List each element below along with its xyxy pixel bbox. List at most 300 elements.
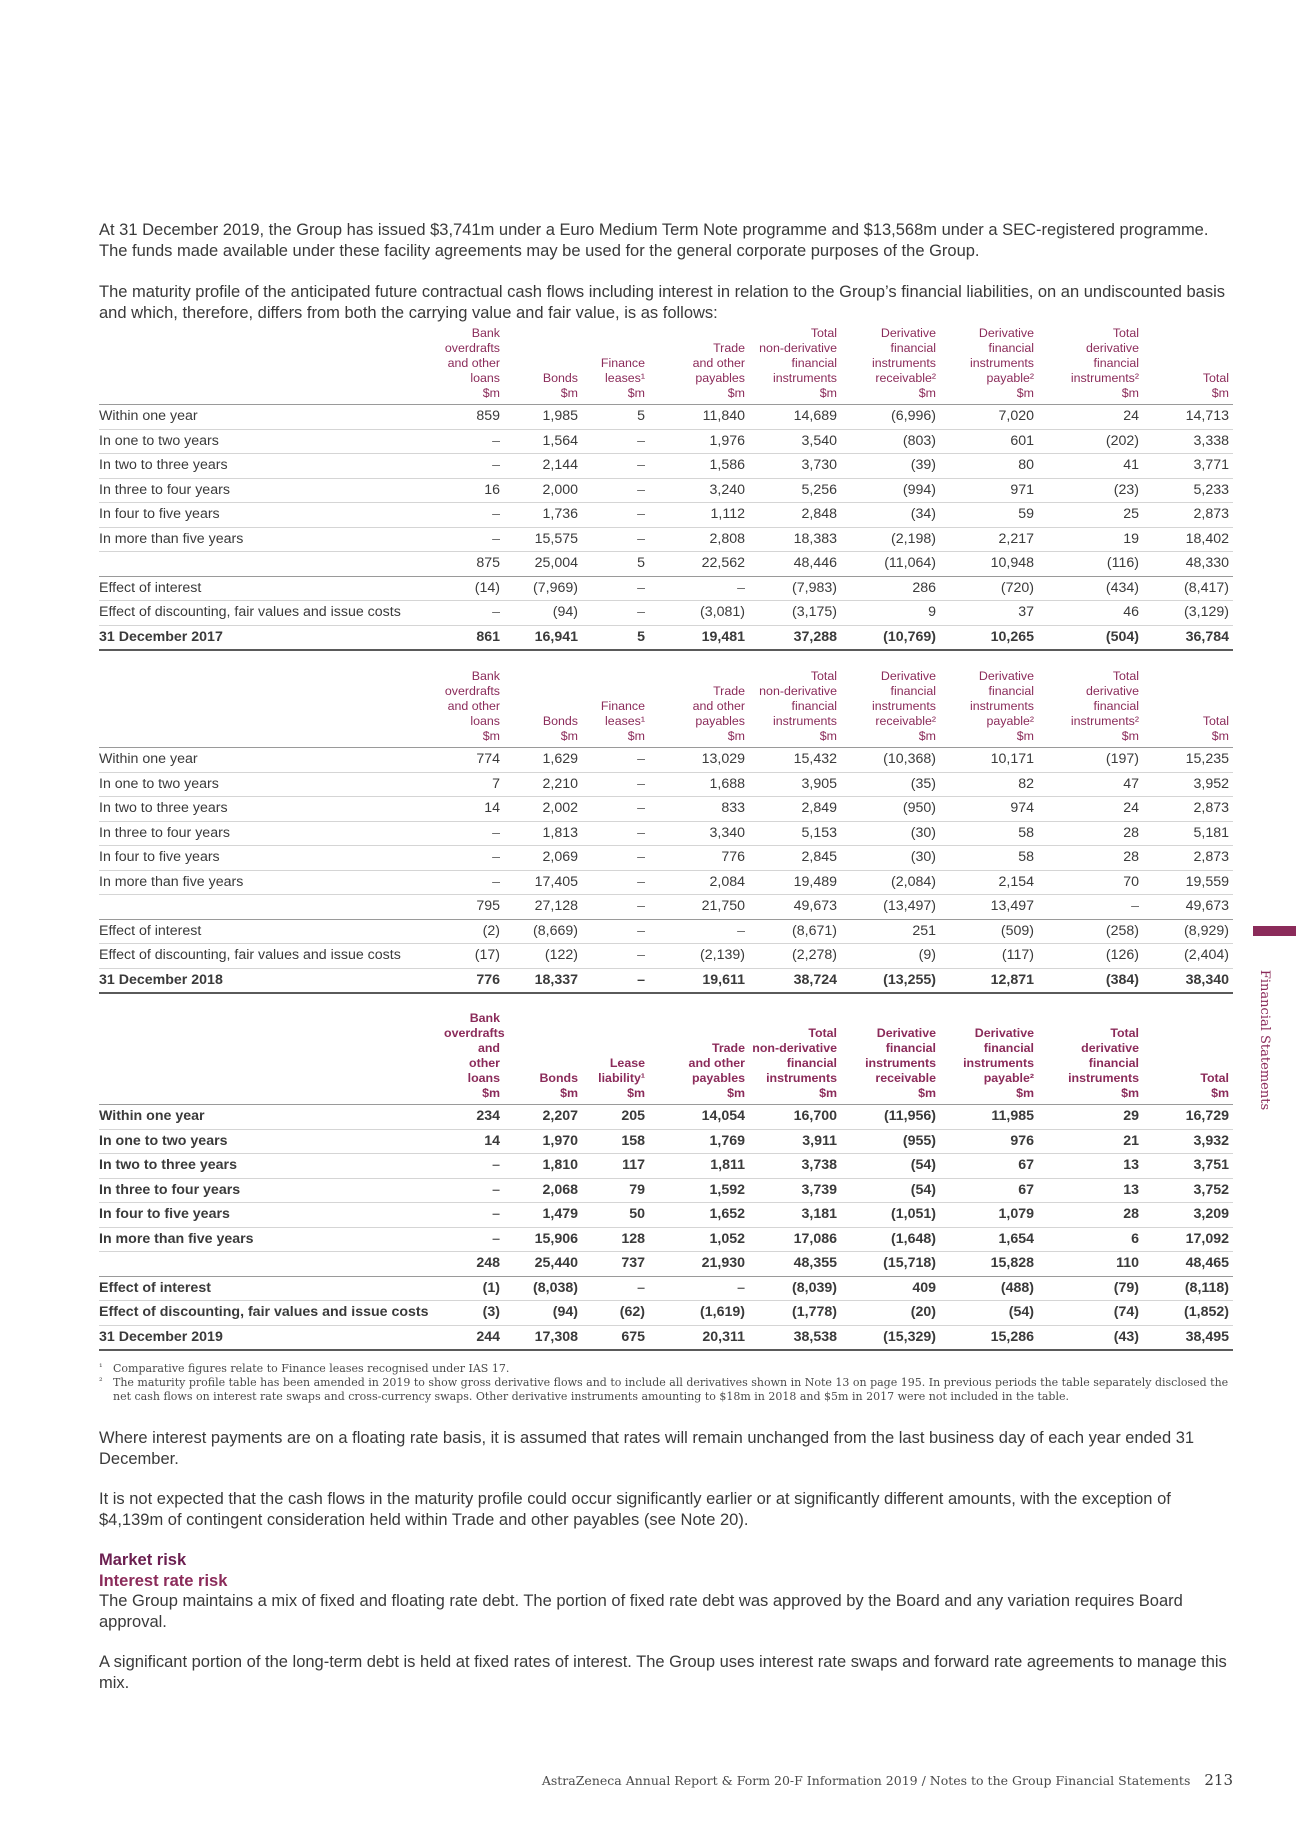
column-header: Total derivative financial instruments² $m xyxy=(1038,669,1143,748)
table-cell: (122) xyxy=(504,944,582,969)
table-cell: 974 xyxy=(940,797,1038,822)
table-cell: 46 xyxy=(1038,601,1143,626)
row-label: In four to five years xyxy=(99,503,444,528)
row-label: In four to five years xyxy=(99,1203,444,1228)
table-cell: (8,039) xyxy=(749,1276,841,1301)
table-cell: 158 xyxy=(582,1129,649,1154)
table-cell: 25 xyxy=(1038,503,1143,528)
table-cell: 10,171 xyxy=(940,748,1038,773)
table-cell: 1,592 xyxy=(649,1178,749,1203)
table-cell: 128 xyxy=(582,1227,649,1252)
table-cell: (434) xyxy=(1038,576,1143,601)
table-cell: (6,996) xyxy=(841,405,940,430)
table-cell: (10,769) xyxy=(841,625,940,650)
table-cell: (3) xyxy=(444,1301,504,1326)
row-label: Effect of discounting, fair values and issue costs xyxy=(99,1301,444,1326)
table-cell: – xyxy=(444,527,504,552)
table-row xyxy=(99,527,1233,552)
column-header: Derivative financial instruments receivable² $m xyxy=(841,326,940,405)
table-cell: 41 xyxy=(1038,454,1143,479)
table-cell: (3,081) xyxy=(649,601,749,626)
table-cell: (34) xyxy=(841,503,940,528)
table-cell: – xyxy=(444,601,504,626)
row-label: Effect of interest xyxy=(99,576,444,601)
table-row xyxy=(99,1105,1233,1130)
table-cell: 2,144 xyxy=(504,454,582,479)
table-cell: (8,118) xyxy=(1143,1276,1233,1301)
table-cell: 21,930 xyxy=(649,1252,749,1277)
table-cell: (2) xyxy=(444,919,504,944)
table-cell: – xyxy=(444,1203,504,1228)
table-cell: (2,278) xyxy=(749,944,841,969)
table-cell: 38,495 xyxy=(1143,1325,1233,1350)
adjustment-row xyxy=(99,601,1233,626)
table-cell: – xyxy=(444,870,504,895)
table-cell: 1,052 xyxy=(649,1227,749,1252)
column-header: Total $m xyxy=(1143,1011,1233,1105)
table-cell: 19,489 xyxy=(749,870,841,895)
row-label: 31 December 2019 xyxy=(99,1325,444,1350)
table-cell: – xyxy=(582,503,649,528)
table-cell: 15,432 xyxy=(749,748,841,773)
table-cell: – xyxy=(1038,895,1143,920)
table-cell: (117) xyxy=(940,944,1038,969)
table-cell: 1,586 xyxy=(649,454,749,479)
table-row xyxy=(99,1203,1233,1228)
table-cell: 3,752 xyxy=(1143,1178,1233,1203)
table-cell: 49,673 xyxy=(749,895,841,920)
table-cell: 24 xyxy=(1038,405,1143,430)
table-cell: 5,256 xyxy=(749,478,841,503)
table-cell: 3,751 xyxy=(1143,1154,1233,1179)
table-cell: 38,340 xyxy=(1143,968,1233,993)
table-cell: (8,417) xyxy=(1143,576,1233,601)
column-header: Total derivative financial instruments² $m xyxy=(1038,326,1143,405)
table-cell: (1,852) xyxy=(1143,1301,1233,1326)
table-cell: 18,337 xyxy=(504,968,582,993)
table-cell: – xyxy=(582,478,649,503)
maturity-table-2017 xyxy=(99,326,1233,651)
table-cell: – xyxy=(444,429,504,454)
table-cell: (504) xyxy=(1038,625,1143,650)
column-header: Bank overdrafts and other loans $m xyxy=(444,669,504,748)
table-cell: 7 xyxy=(444,772,504,797)
table-cell: 1,654 xyxy=(940,1227,1038,1252)
subtotal-row xyxy=(99,1252,1233,1277)
table-cell: 3,771 xyxy=(1143,454,1233,479)
table-cell: 6 xyxy=(1038,1227,1143,1252)
table-cell: 3,540 xyxy=(749,429,841,454)
table-cell: – xyxy=(582,772,649,797)
table-cell: – xyxy=(582,895,649,920)
row-label: In one to two years xyxy=(99,1129,444,1154)
table-row xyxy=(99,1178,1233,1203)
table-cell: 7,020 xyxy=(940,405,1038,430)
table-cell: (994) xyxy=(841,478,940,503)
table-cell: 776 xyxy=(444,968,504,993)
table-cell: 9 xyxy=(841,601,940,626)
table-cell: – xyxy=(582,846,649,871)
column-header xyxy=(99,669,444,748)
final-total-row xyxy=(99,625,1233,650)
row-label xyxy=(99,895,444,920)
table-cell: 25,004 xyxy=(504,552,582,577)
table-cell: (35) xyxy=(841,772,940,797)
table-cell: 37,288 xyxy=(749,625,841,650)
table-cell: – xyxy=(444,821,504,846)
table-cell: 48,446 xyxy=(749,552,841,577)
table-cell: 2,069 xyxy=(504,846,582,871)
row-label: In more than five years xyxy=(99,1227,444,1252)
column-header: Bonds $m xyxy=(504,1011,582,1105)
table-cell: (39) xyxy=(841,454,940,479)
table-cell: (11,064) xyxy=(841,552,940,577)
table-row xyxy=(99,478,1233,503)
table-cell: 1,811 xyxy=(649,1154,749,1179)
table-cell: 14,689 xyxy=(749,405,841,430)
table-cell: 3,905 xyxy=(749,772,841,797)
table-cell: 36,784 xyxy=(1143,625,1233,650)
row-label: In two to three years xyxy=(99,797,444,822)
footnotes xyxy=(99,1362,1233,1404)
table-cell: (43) xyxy=(1038,1325,1143,1350)
column-header: Bank overdrafts and other loans $m xyxy=(444,1011,504,1105)
table-cell: (8,038) xyxy=(504,1276,582,1301)
table-cell: 58 xyxy=(940,846,1038,871)
row-label xyxy=(99,1252,444,1277)
section-side-label: Financial Statements xyxy=(1257,969,1272,1111)
table-cell: 2,848 xyxy=(749,503,841,528)
table-cell: 1,736 xyxy=(504,503,582,528)
table-cell: (15,718) xyxy=(841,1252,940,1277)
table-cell: 15,286 xyxy=(940,1325,1038,1350)
row-label: In two to three years xyxy=(99,1154,444,1179)
table-cell: 2,068 xyxy=(504,1178,582,1203)
table-cell: 774 xyxy=(444,748,504,773)
table-cell: (7,969) xyxy=(504,576,582,601)
adjustment-row xyxy=(99,1301,1233,1326)
table-cell: 13,497 xyxy=(940,895,1038,920)
table-cell: (54) xyxy=(841,1154,940,1179)
table-cell: 1,652 xyxy=(649,1203,749,1228)
table-cell: – xyxy=(582,797,649,822)
table-cell: (30) xyxy=(841,821,940,846)
cash-flow-timing-paragraph: It is not expected that the cash flows in the maturity profile could occur significantly earlier or at significantly different amounts, with the exception of $4,139m of contingent consideration held within Trade and other payables (see Note 20). xyxy=(99,1490,1171,1529)
column-header xyxy=(99,1011,444,1105)
table-cell: (1,051) xyxy=(841,1203,940,1228)
table-cell: 25,440 xyxy=(504,1252,582,1277)
table-cell: 17,308 xyxy=(504,1325,582,1350)
table-cell: 776 xyxy=(649,846,749,871)
table-header-row xyxy=(99,1011,1233,1105)
section-tab-marker xyxy=(1253,926,1296,936)
table-cell: (384) xyxy=(1038,968,1143,993)
row-label: 31 December 2017 xyxy=(99,625,444,650)
table-cell: (3,175) xyxy=(749,601,841,626)
table-cell: (1,778) xyxy=(749,1301,841,1326)
table-cell: 19,611 xyxy=(649,968,749,993)
table-cell: – xyxy=(582,944,649,969)
table-cell: 13,029 xyxy=(649,748,749,773)
table-cell: 19,559 xyxy=(1143,870,1233,895)
column-header: Lease liability¹ $m xyxy=(582,1011,649,1105)
table-row xyxy=(99,454,1233,479)
table-cell: 70 xyxy=(1038,870,1143,895)
table-cell: – xyxy=(444,1178,504,1203)
table-cell: 3,240 xyxy=(649,478,749,503)
table-cell: 5 xyxy=(582,552,649,577)
table-cell: 11,840 xyxy=(649,405,749,430)
table-cell: 2,217 xyxy=(940,527,1038,552)
table-cell: 244 xyxy=(444,1325,504,1350)
table-cell: 79 xyxy=(582,1178,649,1203)
table-cell: 976 xyxy=(940,1129,1038,1154)
page-content xyxy=(99,220,1233,1693)
fixed-rate-paragraph: A significant portion of the long-term debt is held at fixed rates of interest. The Group uses interest rate swaps and forward rate agreements to manage this mix. xyxy=(99,1653,1227,1692)
footnote-1-marker: ¹ xyxy=(99,1363,103,1373)
table-row xyxy=(99,405,1233,430)
table-cell: (15,329) xyxy=(841,1325,940,1350)
table-cell: 5,181 xyxy=(1143,821,1233,846)
row-label: 31 December 2018 xyxy=(99,968,444,993)
row-label: In four to five years xyxy=(99,846,444,871)
table-cell: 1,112 xyxy=(649,503,749,528)
table-row xyxy=(99,1129,1233,1154)
section-title-market-risk: Market risk xyxy=(99,1551,187,1569)
column-header: Bank overdrafts and other loans $m xyxy=(444,326,504,405)
column-header: Trade and other payables $m xyxy=(649,1011,749,1105)
table-cell: 16,729 xyxy=(1143,1105,1233,1130)
table-cell: 2,000 xyxy=(504,478,582,503)
table-cell: 5 xyxy=(582,625,649,650)
table-cell: 2,002 xyxy=(504,797,582,822)
table-cell: 27,128 xyxy=(504,895,582,920)
footnote-2-marker: ² xyxy=(99,1377,103,1387)
table-cell: 28 xyxy=(1038,1203,1143,1228)
adjustment-row xyxy=(99,576,1233,601)
subtotal-row xyxy=(99,552,1233,577)
table-cell: 248 xyxy=(444,1252,504,1277)
table-cell: (509) xyxy=(940,919,1038,944)
table-cell: – xyxy=(582,968,649,993)
table-cell: 3,911 xyxy=(749,1129,841,1154)
column-header: Derivative financial instruments payable² $m xyxy=(940,326,1038,405)
table-cell: 1,985 xyxy=(504,405,582,430)
table-cell: 82 xyxy=(940,772,1038,797)
table-cell: 10,265 xyxy=(940,625,1038,650)
table-cell: 2,873 xyxy=(1143,846,1233,871)
row-label: In more than five years xyxy=(99,527,444,552)
table-cell: 48,465 xyxy=(1143,1252,1233,1277)
table-cell: 2,849 xyxy=(749,797,841,822)
table-cell: 12,871 xyxy=(940,968,1038,993)
table-cell: 38,724 xyxy=(749,968,841,993)
table-cell: 13 xyxy=(1038,1178,1143,1203)
column-header: Total $m xyxy=(1143,669,1233,748)
table-cell: – xyxy=(582,454,649,479)
table-cell: (2,404) xyxy=(1143,944,1233,969)
table-cell: (955) xyxy=(841,1129,940,1154)
table-cell: 1,688 xyxy=(649,772,749,797)
table-cell: 1,629 xyxy=(504,748,582,773)
table-cell: – xyxy=(649,919,749,944)
table-cell: 19 xyxy=(1038,527,1143,552)
table-cell: 3,209 xyxy=(1143,1203,1233,1228)
table-cell: 1,564 xyxy=(504,429,582,454)
table-row xyxy=(99,1154,1233,1179)
table-cell: 286 xyxy=(841,576,940,601)
table-cell: 18,402 xyxy=(1143,527,1233,552)
table-cell: (11,956) xyxy=(841,1105,940,1130)
table-cell: 38,538 xyxy=(749,1325,841,1350)
table-cell: (803) xyxy=(841,429,940,454)
table-cell: 18,383 xyxy=(749,527,841,552)
table-cell: 67 xyxy=(940,1154,1038,1179)
table-cell: – xyxy=(649,576,749,601)
table-cell: 24 xyxy=(1038,797,1143,822)
table-cell: (79) xyxy=(1038,1276,1143,1301)
table-row xyxy=(99,429,1233,454)
table-cell: 3,181 xyxy=(749,1203,841,1228)
table-cell: 22,562 xyxy=(649,552,749,577)
column-header: Trade and other payables $m xyxy=(649,669,749,748)
table-cell: – xyxy=(582,1276,649,1301)
table-cell: 3,738 xyxy=(749,1154,841,1179)
table-cell: (13,497) xyxy=(841,895,940,920)
row-label: In one to two years xyxy=(99,429,444,454)
intro-paragraph-2: The maturity profile of the anticipated future contractual cash flows including interest in relation to the Group’s financial liabilities, on an undiscounted basis and which, therefore, differs from both the carrying value and fair value, is as follows: xyxy=(99,283,1225,322)
table-cell: 80 xyxy=(940,454,1038,479)
column-header: Total non-derivative financial instruments $m xyxy=(749,669,841,748)
column-header: Total non-derivative financial instruments $m xyxy=(749,326,841,405)
table-row xyxy=(99,821,1233,846)
table-cell: – xyxy=(582,576,649,601)
table-cell: 859 xyxy=(444,405,504,430)
table-cell: 14,713 xyxy=(1143,405,1233,430)
table-cell: (720) xyxy=(940,576,1038,601)
adjustment-row xyxy=(99,919,1233,944)
table-cell: 15,235 xyxy=(1143,748,1233,773)
table-row xyxy=(99,772,1233,797)
table-cell: 14 xyxy=(444,1129,504,1154)
table-cell: (20) xyxy=(841,1301,940,1326)
table-cell: 1,810 xyxy=(504,1154,582,1179)
table-cell: 2,808 xyxy=(649,527,749,552)
table-cell: (8,929) xyxy=(1143,919,1233,944)
table-cell: (30) xyxy=(841,846,940,871)
table-cell: – xyxy=(582,821,649,846)
table-cell: 47 xyxy=(1038,772,1143,797)
table-cell: 37 xyxy=(940,601,1038,626)
table-cell: – xyxy=(444,846,504,871)
column-header: Finance leases¹ $m xyxy=(582,669,649,748)
table-cell: – xyxy=(582,601,649,626)
table-cell: 795 xyxy=(444,895,504,920)
row-label: Effect of interest xyxy=(99,1276,444,1301)
maturity-table-2018 xyxy=(99,669,1233,994)
table-cell: 971 xyxy=(940,478,1038,503)
table-cell: 251 xyxy=(841,919,940,944)
row-label: Within one year xyxy=(99,405,444,430)
row-label: In three to four years xyxy=(99,821,444,846)
table-row xyxy=(99,748,1233,773)
table-cell: 16,941 xyxy=(504,625,582,650)
table-cell: 58 xyxy=(940,821,1038,846)
table-cell: 2,207 xyxy=(504,1105,582,1130)
table-cell: 3,340 xyxy=(649,821,749,846)
table-header-row xyxy=(99,326,1233,405)
table-cell: 48,330 xyxy=(1143,552,1233,577)
table-cell: (62) xyxy=(582,1301,649,1326)
table-cell: (2,084) xyxy=(841,870,940,895)
table-cell: 20,311 xyxy=(649,1325,749,1350)
table-cell: – xyxy=(444,454,504,479)
table-cell: 2,210 xyxy=(504,772,582,797)
table-cell: 50 xyxy=(582,1203,649,1228)
table-cell: (1,619) xyxy=(649,1301,749,1326)
column-header: Derivative financial instruments payable² $m xyxy=(940,1011,1038,1105)
table-cell: (258) xyxy=(1038,919,1143,944)
table-cell: (74) xyxy=(1038,1301,1143,1326)
table-cell: 2,154 xyxy=(940,870,1038,895)
column-header xyxy=(99,326,444,405)
table-cell: (126) xyxy=(1038,944,1143,969)
table-header-row xyxy=(99,669,1233,748)
table-cell: 1,976 xyxy=(649,429,749,454)
table-cell: (197) xyxy=(1038,748,1143,773)
table-cell: 21 xyxy=(1038,1129,1143,1154)
table-cell: – xyxy=(582,429,649,454)
table-cell: 675 xyxy=(582,1325,649,1350)
table-cell: – xyxy=(444,1154,504,1179)
table-cell: (54) xyxy=(841,1178,940,1203)
footnote-1-text: Comparative figures relate to Finance leases recognised under IAS 17. xyxy=(113,1362,510,1375)
table-cell: (2,198) xyxy=(841,527,940,552)
page-footer xyxy=(0,1771,1233,1789)
page-number: 213 xyxy=(1204,1771,1233,1789)
table-cell: 29 xyxy=(1038,1105,1143,1130)
table-cell: (202) xyxy=(1038,429,1143,454)
table-cell: 16,700 xyxy=(749,1105,841,1130)
column-header: Finance leases¹ $m xyxy=(582,326,649,405)
adjustment-row xyxy=(99,944,1233,969)
table-cell: 737 xyxy=(582,1252,649,1277)
table-cell: (9) xyxy=(841,944,940,969)
final-total-row xyxy=(99,968,1233,993)
table-cell: 875 xyxy=(444,552,504,577)
table-cell: 3,730 xyxy=(749,454,841,479)
final-total-row xyxy=(99,1325,1233,1350)
table-cell: (1) xyxy=(444,1276,504,1301)
table-cell: 601 xyxy=(940,429,1038,454)
column-header: Total derivative financial instruments $m xyxy=(1038,1011,1143,1105)
subtotal-row xyxy=(99,895,1233,920)
floating-rate-paragraph: Where interest payments are on a floating rate basis, it is assumed that rates will remain unchanged from the last business day of each year ended 31 December. xyxy=(99,1429,1195,1468)
footer-text: AstraZeneca Annual Report & Form 20-F Information 2019 / Notes to the Group Financial Statements xyxy=(541,1773,1191,1788)
row-label: Effect of discounting, fair values and issue costs xyxy=(99,601,444,626)
column-header: Derivative financial instruments receivable² $m xyxy=(841,669,940,748)
table-cell: 234 xyxy=(444,1105,504,1130)
table-cell: 21,750 xyxy=(649,895,749,920)
table-cell: (14) xyxy=(444,576,504,601)
table-cell: (488) xyxy=(940,1276,1038,1301)
table-cell: 2,873 xyxy=(1143,797,1233,822)
column-header: Derivative financial instruments receivable $m xyxy=(841,1011,940,1105)
table-cell: 409 xyxy=(841,1276,940,1301)
table-cell: 861 xyxy=(444,625,504,650)
debt-mix-paragraph: The Group maintains a mix of fixed and floating rate debt. The portion of fixed rate debt was approved by the Board and any variation requires Board approval. xyxy=(99,1592,1183,1631)
table-cell: 28 xyxy=(1038,821,1143,846)
